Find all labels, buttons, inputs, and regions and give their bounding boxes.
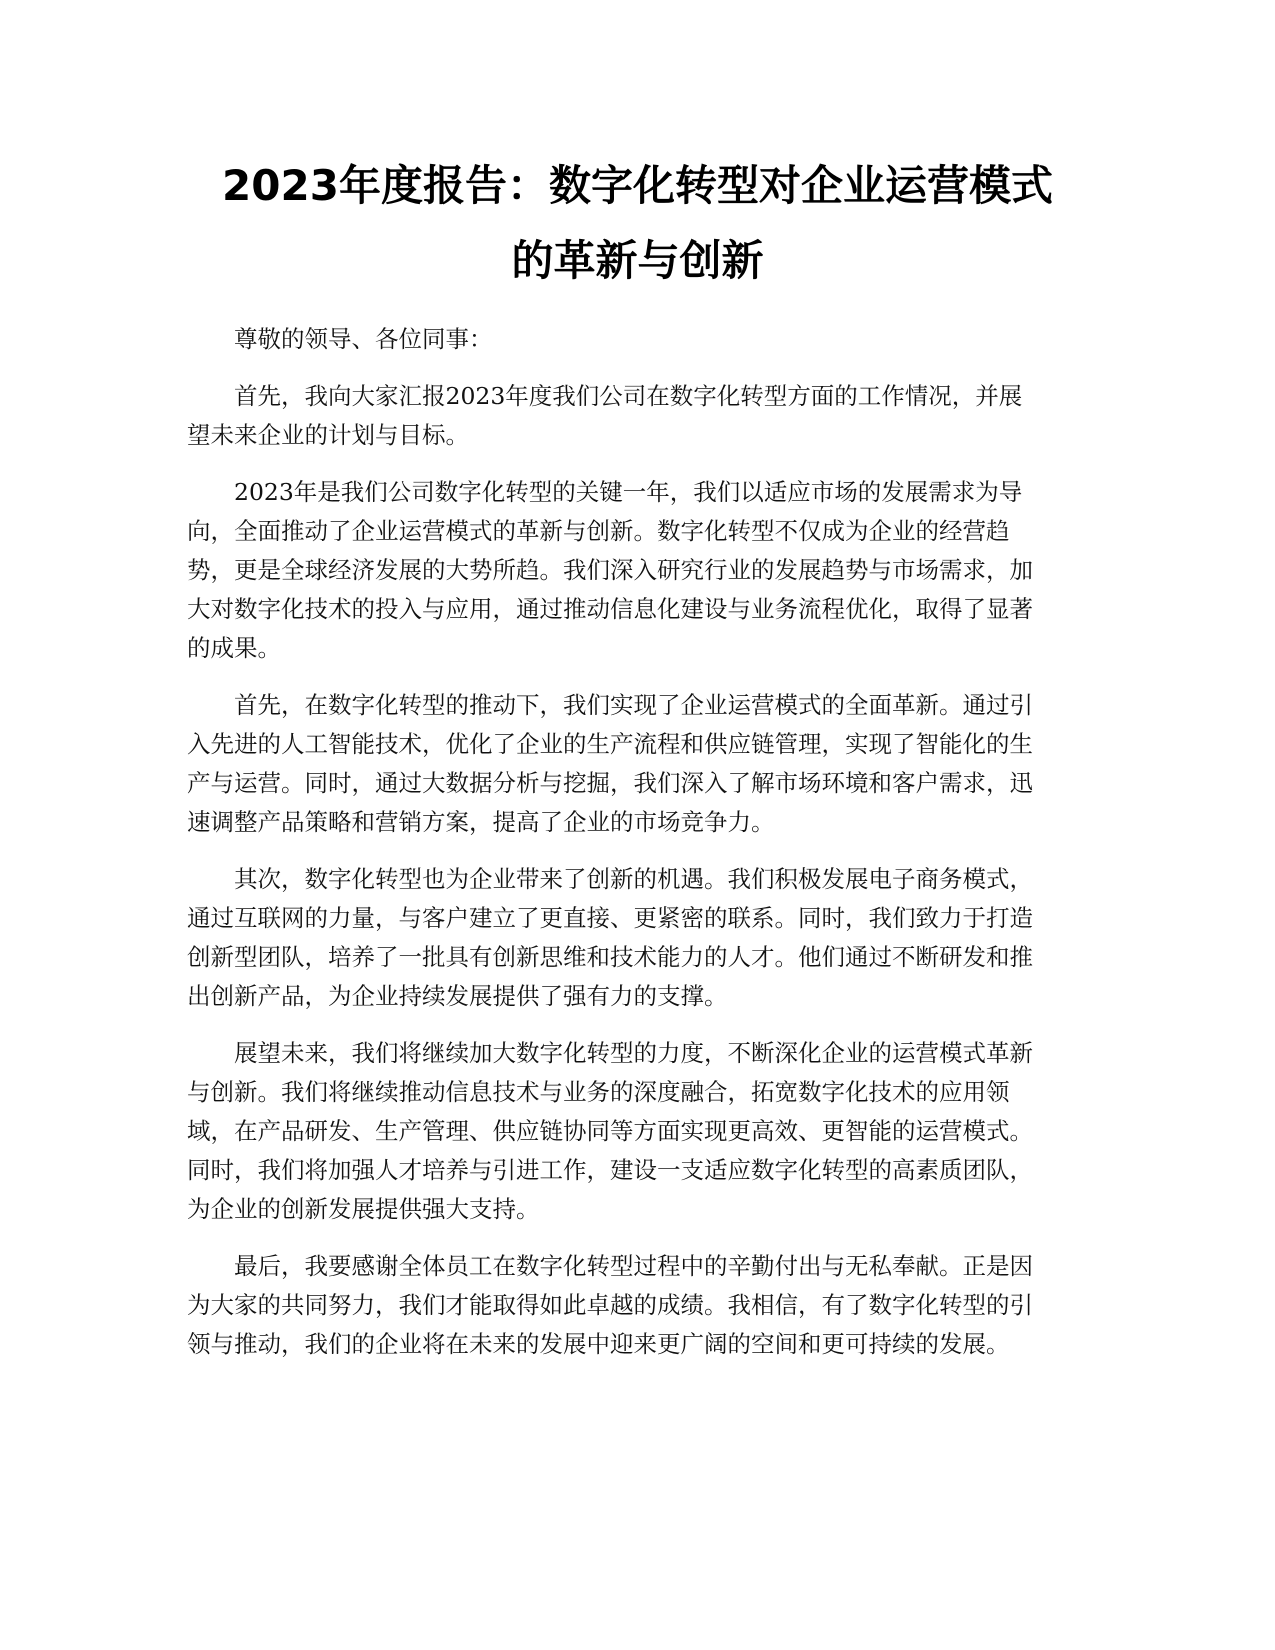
- text-line: 出创新产品，为企业持续发展提供了强有力的支撑。: [187, 982, 728, 1010]
- paragraph-first-point: [187, 686, 1087, 842]
- paragraph-closing: [187, 1247, 1087, 1364]
- paragraph-intro: [187, 377, 1087, 455]
- text-line: 的成果。: [187, 634, 281, 662]
- text-line: 其次，数字化转型也为企业带来了创新的机遇。我们积极发展电子商务模式，: [234, 865, 1033, 893]
- text-line: 势，更是全球经济发展的大势所趋。我们深入研究行业的发展趋势与市场需求，加: [187, 556, 1033, 584]
- text-line: 入先进的人工智能技术，优化了企业的生产流程和供应链管理，实现了智能化的生: [187, 730, 1033, 758]
- text-line: 首先，在数字化转型的推动下，我们实现了企业运营模式的全面革新。通过引: [234, 691, 1033, 719]
- paragraph-key-year: [187, 473, 1087, 668]
- text-line: 望未来企业的计划与目标。: [187, 421, 469, 449]
- text-line: 创新型团队，培养了一批具有创新思维和技术能力的人才。他们通过不断研发和推: [187, 943, 1033, 971]
- text-line: 与创新。我们将继续推动信息技术与业务的深度融合，拓宽数字化技术的应用领: [187, 1078, 1010, 1106]
- paragraph-second-point: [187, 860, 1087, 1016]
- document-title: [150, 148, 1125, 298]
- text-line: 域，在产品研发、生产管理、供应链协同等方面实现更高效、更智能的运营模式。: [187, 1117, 1033, 1145]
- text-line: 同时，我们将加强人才培养与引进工作，建设一支适应数字化转型的高素质团队，: [187, 1156, 1033, 1184]
- text-line: 展望未来，我们将继续加大数字化转型的力度，不断深化企业的运营模式革新: [234, 1039, 1033, 1067]
- paragraph-greeting: [187, 320, 1087, 359]
- title-line: 2023年度报告：数字化转型对企业运营模式: [222, 161, 1053, 210]
- document-body: [187, 320, 1087, 1382]
- text-line: 大对数字化技术的投入与应用，通过推动信息化建设与业务流程优化，取得了显著: [187, 595, 1033, 623]
- text-line: 尊敬的领导、各位同事：: [234, 325, 493, 353]
- text-line: 速调整产品策略和营销方案，提高了企业的市场竞争力。: [187, 808, 775, 836]
- text-line: 首先，我向大家汇报2023年度我们公司在数字化转型方面的工作情况，并展: [234, 382, 1023, 410]
- text-line: 为企业的创新发展提供强大支持。: [187, 1195, 540, 1223]
- text-line: 2023年是我们公司数字化转型的关键一年，我们以适应市场的发展需求为导: [234, 478, 1023, 506]
- paragraph-outlook: [187, 1034, 1087, 1229]
- text-line: 通过互联网的力量，与客户建立了更直接、更紧密的联系。同时，我们致力于打造: [187, 904, 1033, 932]
- text-line: 为大家的共同努力，我们才能取得如此卓越的成绩。我相信，有了数字化转型的引: [187, 1291, 1033, 1319]
- text-line: 领与推动，我们的企业将在未来的发展中迎来更广阔的空间和更可持续的发展。: [187, 1330, 1010, 1358]
- text-line: 最后，我要感谢全体员工在数字化转型过程中的辛勤付出与无私奉献。正是因: [234, 1252, 1033, 1280]
- title-line: 的革新与创新: [511, 236, 764, 285]
- text-line: 向，全面推动了企业运营模式的革新与创新。数字化转型不仅成为企业的经营趋: [187, 517, 1010, 545]
- text-line: 产与运营。同时，通过大数据分析与挖掘，我们深入了解市场环境和客户需求，迅: [187, 769, 1033, 797]
